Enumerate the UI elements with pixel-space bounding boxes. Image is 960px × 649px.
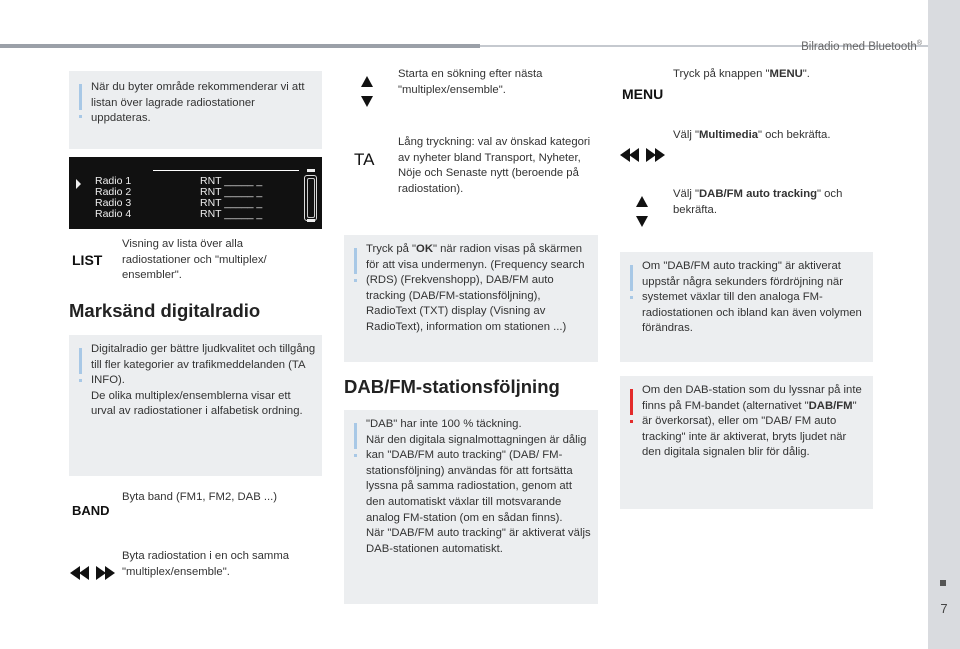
heading-digital-radio: Marksänd digitalradio [69,300,261,321]
station-value: RNT _____ _ [200,208,263,220]
station-value: RNT _____ _ [200,175,263,187]
side-strip [928,0,960,649]
step-select-multimedia: Välj "Multimedia" och bekräfta. [673,129,831,141]
arrow-down-icon [361,96,373,107]
arrow-up-icon [636,196,648,207]
heading-dab-fm-tracking: DAB/FM-stationsföljning [344,376,560,397]
note-text: Digitalradio ger bättre ljudkvalitet och tillgång till fler kategorier av trafikmeddelanden (TA INFO). [91,343,316,387]
end-mark [940,580,946,586]
note-text: När den digitala signalmottagningen är dålig kan "DAB/FM auto tracking" (DAB/ FM-stationsföljning) användas för att fortsätta lyssna på samma radiostation, genom att den automatiskt växlar till motsvarande analog FM-station (om en sådan finns). [366,433,587,524]
list-description: Visning av lista över alla radiostationer och "multiplex/ ensembler". [122,238,267,282]
scrollbar-icon [304,175,317,221]
arrow-down-icon [636,216,648,227]
station-name: Radio 2 [95,186,132,198]
note-text: "DAB" har inte 100 % täckning. [366,418,522,430]
station-value: RNT _____ _ [200,197,263,209]
scroll-down-icon [307,219,315,222]
seek-description: Byta radiostation i en och samma "multiplex/ensemble". [122,550,290,578]
scroll-up-icon [307,169,315,172]
step-select-dab-fm: Välj "DAB/FM auto tracking" och bekräfta. [673,188,843,216]
station-name: Radio 4 [95,208,132,220]
ta-description: Lång tryckning: val av önskad kategori av nyheter bland Transport, Nyheter, Nöje och Senaste nytt (beroende på radiostation). [398,136,591,195]
seek-back-forward-icon [70,566,116,580]
info-note-dab-coverage [344,410,598,604]
updown-description: Starta en sökning efter nästa "multiplex/ensemble". [398,68,543,96]
station-value: RNT _____ _ [200,186,263,198]
info-note-digital-radio [69,335,322,476]
header-rule [0,44,480,48]
arrow-up-icon [361,76,373,87]
note-text: De olika multiplex/ensemblerna visar ett urval av radiostationer i alfabetisk ordning. [91,389,303,418]
page-number: 7 [940,601,948,616]
list-key-label: LIST [72,252,103,268]
radio-list-screen [69,157,322,229]
station-name: Radio 3 [95,197,132,209]
seek-back-forward-icon [620,148,666,162]
warning-note-signal: Om den DAB-station som du lyssnar på inte finns på FM-bandet (alternativet "DAB/FM" är överkorsat), eller om "DAB/ FM auto tracking" inte är aktiverat, bryts ljudet när den digitala signalen blir för dålig. [620,376,873,509]
step-press-menu: Tryck på knappen "MENU". [673,68,810,80]
info-note-delay: Om "DAB/FM auto tracking" är aktiverat uppstår några sekunders fördröjning när systemet växlar till den analoga FM-radiostationen och ibland kan även volymen förändras. [620,252,873,362]
info-note-ok-menu: Tryck på "OK" när radion visas på skärmen för att visa undermenyn. (Frequency search (RDS) (Frekvenshopp), DAB/FM auto tracking (DAB/FM-stationsföljning), RadioText (TXT) display (Visning av RadioText), information om stationen ...) [344,235,598,362]
page-header-title: Bilradio med Bluetooth® [801,40,922,53]
band-description: Byta band (FM1, FM2, DAB ...) [122,491,278,503]
menu-key-label: MENU [622,86,664,102]
note-text: När "DAB/FM auto tracking" är aktiverat väljs DAB-stationen automatiskt. [366,527,591,555]
selection-cursor-icon [76,179,81,189]
band-key-label: BAND [72,503,110,518]
ta-key-label: TA [354,150,375,169]
station-name: Radio 1 [95,175,132,187]
info-note-area-change: När du byter område rekommenderar vi att listan över lagrade radiostationer uppdateras. [69,71,322,149]
